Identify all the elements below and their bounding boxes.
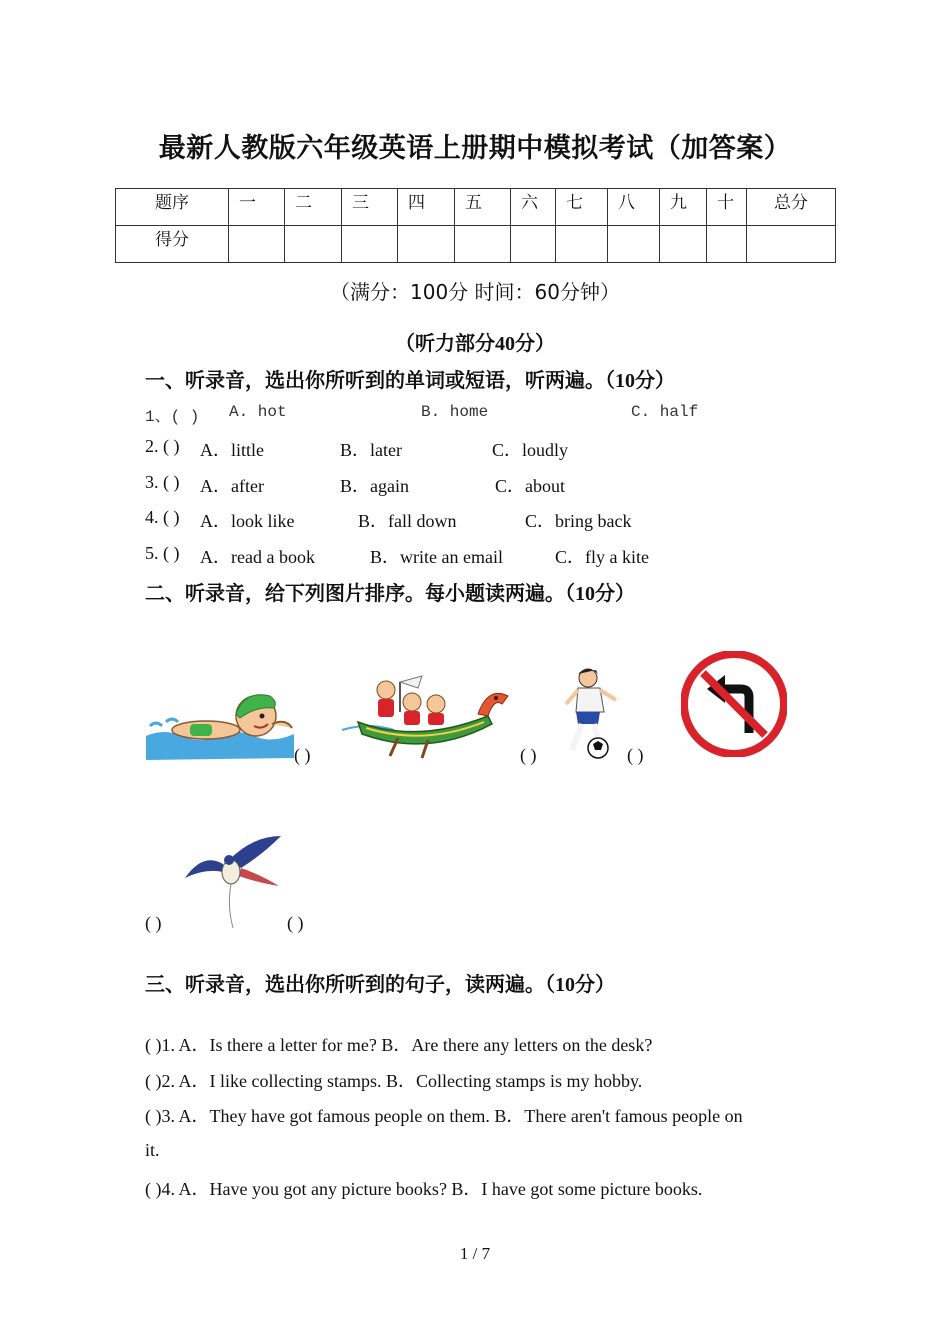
no-left-turn-sign-image	[681, 651, 787, 757]
q3-number: 3. ( )	[145, 472, 180, 492]
football-player-image	[560, 666, 624, 762]
q4-option-c: C．bring back	[525, 511, 632, 531]
score-table-score-row	[116, 226, 836, 263]
score-cell[interactable]	[747, 226, 836, 263]
q1-option-a: A. hot	[229, 403, 287, 421]
q2-option-c: C．loudly	[492, 440, 569, 460]
section3-question: ( )4. A．Have you got any picture books? B．I have got some picture books.	[145, 1179, 703, 1199]
q2-number: 2. ( )	[145, 436, 180, 456]
section3-question-continuation: it.	[145, 1140, 160, 1160]
score-cell[interactable]	[455, 226, 511, 263]
q3-option-b: B．again	[340, 476, 409, 496]
listening-part-label: （听力部分40分）	[395, 333, 555, 355]
section2-heading: 二、听录音，给下列图片排序。每小题读两遍。（10分）	[145, 583, 635, 605]
section3-question: ( )3. A．They have got famous people on them. B．There aren't famous people on	[145, 1106, 743, 1126]
swimming-boy-image	[144, 684, 296, 762]
dragon-boat-image	[338, 668, 510, 760]
exam-meta: （满分：100分 时间：60分钟）	[330, 280, 620, 304]
bird-kite-image	[183, 832, 283, 930]
answer-blank[interactable]: ( )	[287, 913, 304, 933]
table-cell: 六	[511, 189, 556, 226]
section1-heading: 一、听录音，选出你所听到的单词或短语，听两遍。（10分）	[145, 370, 675, 392]
q5-option-c: C．fly a kite	[555, 547, 649, 567]
table-cell: 五	[455, 189, 511, 226]
q2-option-b: B．later	[340, 440, 402, 460]
answer-blank[interactable]: ( )	[294, 745, 311, 765]
table-cell: 九	[660, 189, 707, 226]
score-table	[115, 188, 836, 263]
table-cell: 二	[285, 189, 342, 226]
table-cell: 七	[556, 189, 608, 226]
q4-option-a: A．look like	[200, 511, 295, 531]
score-cell[interactable]	[229, 226, 285, 263]
q5-number: 5. ( )	[145, 543, 180, 563]
section3-question: ( )2. A．I like collecting stamps. B．Collecting stamps is my hobby.	[145, 1071, 643, 1091]
answer-blank[interactable]: ( )	[145, 913, 162, 933]
table-cell: 四	[398, 189, 455, 226]
q1-option-b: B. home	[421, 403, 489, 421]
score-cell[interactable]	[285, 226, 342, 263]
score-cell[interactable]	[511, 226, 556, 263]
q3-option-a: A．after	[200, 476, 264, 496]
score-cell[interactable]	[608, 226, 660, 263]
score-table-header-row	[116, 189, 836, 226]
score-cell[interactable]	[556, 226, 608, 263]
q2-option-a: A．little	[200, 440, 264, 460]
q4-option-b: B．fall down	[358, 511, 457, 531]
table-cell: 一	[229, 189, 285, 226]
table-cell: 八	[608, 189, 660, 226]
section3-heading: 三、听录音，选出你所听到的句子，读两遍。（10分）	[145, 974, 615, 996]
q1-number: 1、( )	[145, 408, 200, 426]
table-cell: 总分	[747, 189, 836, 226]
page-title: 最新人教版六年级英语上册期中模拟考试（加答案）	[158, 133, 792, 164]
q1-option-c: C. half	[631, 403, 699, 421]
score-cell[interactable]	[660, 226, 707, 263]
q5-option-b: B．write an email	[370, 547, 503, 567]
section3-question: ( )1. A．Is there a letter for me? B．Are there any letters on the desk?	[145, 1035, 653, 1055]
table-cell: 题序	[116, 189, 229, 226]
q5-option-a: A．read a book	[200, 547, 315, 567]
q4-number: 4. ( )	[145, 507, 180, 527]
score-cell[interactable]	[342, 226, 398, 263]
table-cell: 十	[707, 189, 747, 226]
table-cell: 得分	[116, 226, 229, 263]
score-cell[interactable]	[398, 226, 455, 263]
score-cell[interactable]	[707, 226, 747, 263]
page-number: 1 / 7	[459, 1244, 491, 1263]
answer-blank[interactable]: ( )	[627, 745, 644, 765]
table-cell: 三	[342, 189, 398, 226]
q3-option-c: C．about	[495, 476, 565, 496]
answer-blank[interactable]: ( )	[520, 745, 537, 765]
